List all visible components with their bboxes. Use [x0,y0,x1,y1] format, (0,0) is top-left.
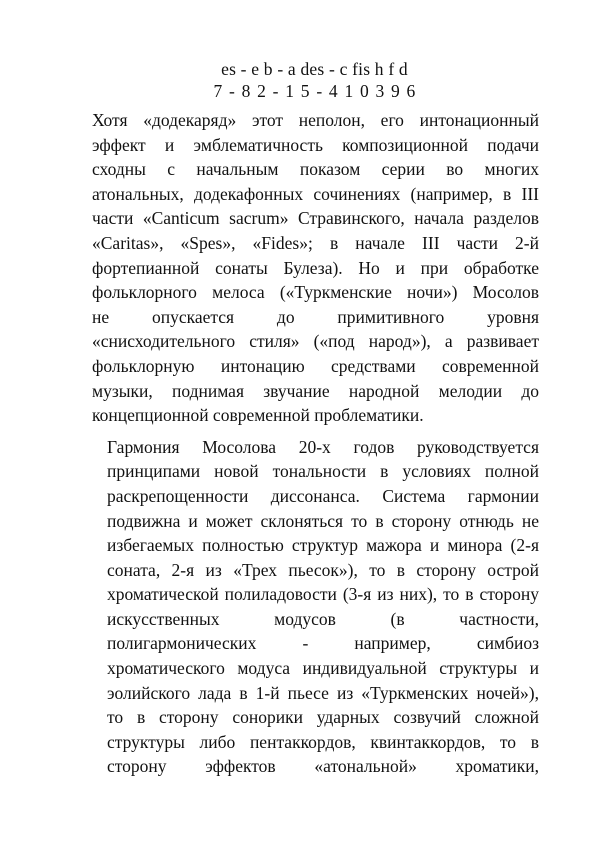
paragraph-line: музыки, поднимая звучание народной мелодии до [92,380,539,401]
paragraph-line: фольклорного мелоса («Туркменские ночи») Мосолов [92,282,539,303]
paragraph-line: эолийского лада в 1-й пьесе из «Туркменских ночей»), [107,682,539,703]
paragraph-line: хроматического модуса индивидуальной структуры и [107,658,539,679]
paragraph-line: то в сторону сонорики ударных созвучий сложной [107,707,539,728]
paragraph-line: сторону эффектов «атональной» хроматики, [107,756,539,777]
paragraph-line: принципами новой тональности в условиях полной [107,461,539,482]
paragraph-line: подвижна и может склоняться то в сторону отнюдь не [107,510,539,531]
paragraph-line: не опускается до примитивного уровня [92,306,539,327]
paragraph-line: избегаемых полностью структур мажора и минора (2-я [107,535,539,556]
paragraph-line: «Caritas», «Spes», «Fides»; в начале III части 2-й [92,232,539,253]
paragraph-line: полигармонических - например, симбиоз [107,633,539,654]
paragraph-line: соната, 2-я из «Трех пьесок»), то в сторону острой [107,559,539,580]
paragraph-line: концепционной современной проблематики. [92,405,424,426]
paragraph-line: структуры либо пентаккордов, квинтаккордов, то в [107,731,539,752]
paragraph-line: части «Canticum sacrum» Стравинского, начала разделов [92,208,539,229]
paragraph-line: «снисходительного стиля» («под народ»), а развивает [92,331,539,352]
paragraph-2 [82,435,539,779]
paragraph-line: сходны с начальным показом серии во многих [92,159,539,180]
paragraph-line: атональных, додекафонных сочинениях (например, в III [92,183,539,204]
tone-row-notes: es - e b - a des - c fis h f d [221,59,408,79]
paragraph-line: Хотя «додекаряд» этот неполон, его интонационный [92,110,539,130]
paragraph-line: искусственных модусов (в частности, [107,608,539,629]
page-body [82,56,539,779]
paragraph-line: Гармония Мосолова 20-х годов руководствуется [107,436,539,457]
paragraph-line: хроматической полиладовости (3-я из них), то в сторону [107,584,539,605]
paragraph-line: раскрепощенности диссонанса. Система гармонии [107,485,539,506]
paragraph-line: фольклорную интонацию средствами современной [92,355,539,376]
paragraph-line: фортепианной сонаты Булеза). Но и при обработке [92,257,539,278]
paragraph-line: эффект и эмблематичность композиционной подачи [92,134,539,155]
paragraph-1 [82,108,539,428]
tone-row-numbers: 7 - 8 2 - 1 5 - 4 1 0 3 9 6 [213,81,416,101]
